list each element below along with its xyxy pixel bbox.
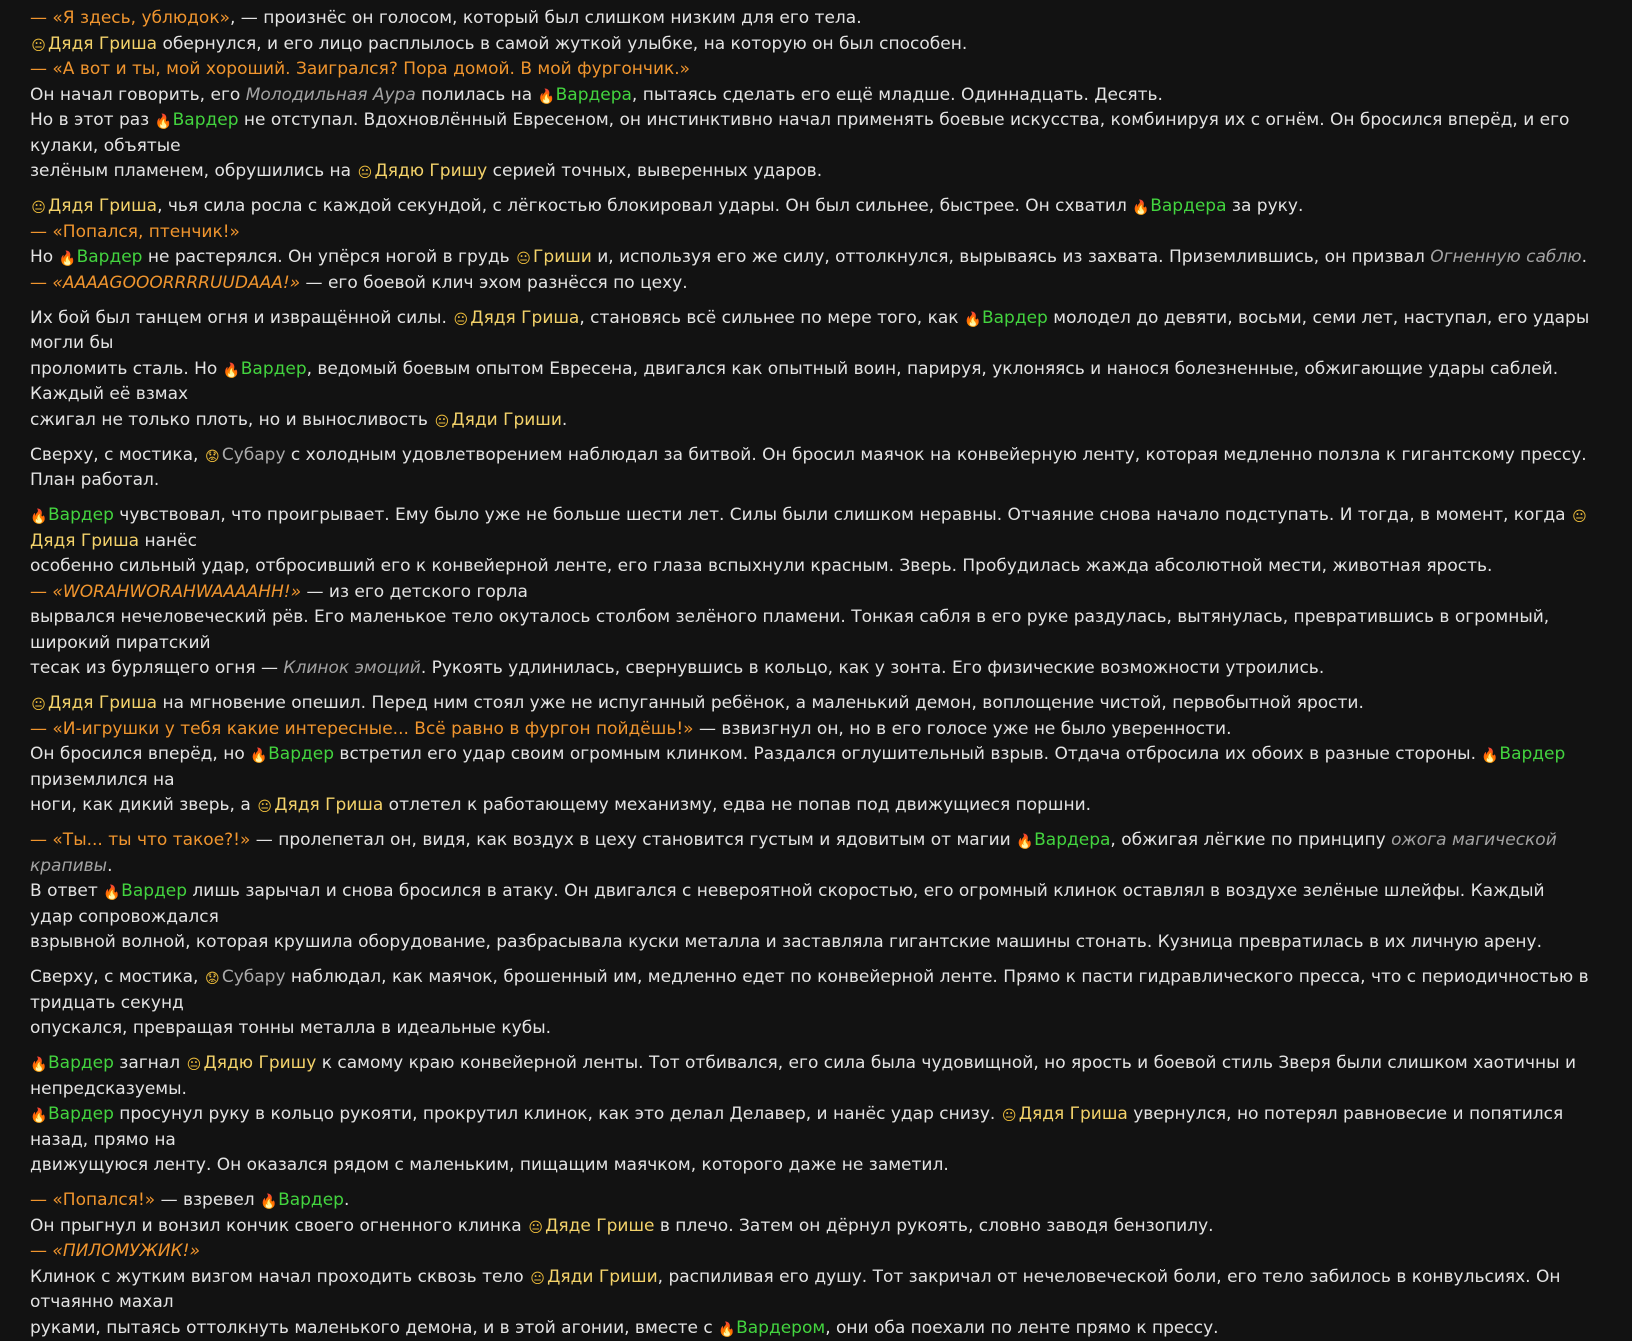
fire-icon: 🔥 (1016, 835, 1033, 849)
battle-cry-text: «ПИЛОМУЖИК!» (52, 1241, 200, 1261)
story-text-span: особенно сильный удар, отбросивший его к конвейерной ленте, его глаза вспыхнули красным. Зверь. Пробудилась жажда абсолютной мести, животная ярость. (30, 556, 1492, 576)
story-text-span: — взревел (155, 1190, 260, 1210)
story-paragraph (30, 1051, 1590, 1179)
worried-face-icon: 😟 (204, 972, 221, 986)
story-text-span: ноги, как дикий зверь, а (30, 795, 256, 815)
story-text-span: — пролепетал он, видя, как воздух в цеху становится густым и ядовитым от магии (250, 830, 1016, 850)
story-paragraph (30, 828, 1590, 956)
speech-text: — (30, 582, 52, 602)
neutral-face-icon: 😐 (30, 201, 47, 215)
neutral-face-icon: 😐 (529, 1272, 546, 1286)
story-text-span: Он бросился вперёд, но (30, 744, 250, 764)
story-line (30, 57, 1590, 83)
story-text-span: серией точных, выверенных ударов. (487, 161, 822, 181)
character-name-vardar: Вардера (1034, 830, 1110, 850)
fire-icon: 🔥 (223, 364, 240, 378)
story-text-span: в плечо. Затем он дёрнул рукоять, словно заводя бензопилу. (654, 1216, 1213, 1236)
story-line (30, 271, 1590, 297)
worried-face-icon: 😟 (204, 450, 221, 464)
skill-name: Огненную саблю (1430, 247, 1581, 267)
character-name-vardar: Вардером (736, 1318, 825, 1338)
story-text-span: — из его детского горла (301, 582, 528, 602)
fire-icon: 🔥 (538, 90, 555, 104)
neutral-face-icon: 😐 (356, 166, 373, 180)
story-text-span: , распиливая его душу. Тот закричал от нечеловеческой боли, его тело забилось в конвульсиях. Он отчаянно махал (30, 1267, 1560, 1313)
neutral-face-icon: 😐 (515, 252, 532, 266)
story-line (30, 605, 1590, 656)
story-text-span: лишь зарычал и снова бросился в атаку. Он двигался с невероятной скоростью, его огромный клинок оставлял в воздухе зелёные шлейфы. Каждый удар сопровождался (30, 881, 1545, 927)
story-text-span: на мгновение опешил. Перед ним стоял уже не испуганный ребёнок, а маленький демон, воплощение чистой, первобытной ярости. (157, 693, 1364, 713)
speech-text: — (30, 1241, 52, 1261)
story-text-span: Сверху, с мостика, (30, 445, 204, 465)
character-name-vardar: Вардер (48, 1104, 114, 1124)
story-line (30, 6, 1590, 32)
story-text-span: полилась на (416, 85, 538, 105)
speech-text: — «Попался!» (30, 1190, 155, 1210)
story-line (30, 1265, 1590, 1316)
neutral-face-icon: 😐 (30, 39, 47, 53)
story-text-span: , становясь всё сильнее по мере того, как (579, 308, 964, 328)
story-paragraph (30, 306, 1590, 434)
character-name-grisha: Дядя Гриша (274, 795, 383, 815)
speech-text: — «Ты... ты что такое?!» (30, 830, 250, 850)
character-name-vardar: Вардер (121, 881, 187, 901)
fire-icon: 🔥 (1481, 749, 1498, 763)
story-text-span: к самому краю конвейерной ленты. Тот отбивался, его сила была чудовищной, но ярость и боевой стиль Зверя были слишком хаотичны и непредсказуемы. (30, 1053, 1576, 1099)
story-line (30, 793, 1590, 819)
character-name-grisha: Дядю Гришу (203, 1053, 316, 1073)
character-name-grisha: Дядя Гриша (48, 693, 157, 713)
neutral-face-icon: 😐 (30, 698, 47, 712)
story-line (30, 1316, 1590, 1341)
story-text-span: увернулся, но потерял равновесие и попятился назад, прямо на (30, 1104, 1563, 1150)
neutral-face-icon: 😐 (185, 1058, 202, 1072)
story-text-span: руками, пытаясь оттолкнуть маленького демона, и в этой агонии, вместе с (30, 1318, 718, 1338)
character-name-grisha: Дяди Гриши (547, 1267, 658, 1287)
battle-cry-text: «AAAAGOOORRRRUUDAAA!» (52, 273, 300, 293)
speech-text: «Я здесь, ублюдок» (52, 8, 230, 28)
character-name-vardar: Вардер (77, 247, 143, 267)
character-name-vardar: Вардер (1499, 744, 1565, 764)
story-text-span: опускался, превращая тонны металла в идеальные кубы. (30, 1018, 551, 1038)
story-text-span: — его боевой клич эхом разнёсся по цеху. (300, 273, 688, 293)
speech-text: — «Попался, птенчик!» (30, 222, 240, 242)
story-line (30, 306, 1590, 357)
story-text-span: , пытаясь сделать его ещё младше. Одиннадцать. Десять. (632, 85, 1163, 105)
story-paragraph (30, 6, 1590, 185)
character-name-subaru: Субару (222, 967, 286, 987)
story-text-span: наблюдал, как маячок, брошенный им, медленно едет по конвейерной ленте. Прямо к пасти гидравлического пресса, что с периодичностью в тридцать секунд (30, 967, 1589, 1013)
story-text-span: , обжигая лёгкие по принципу (1110, 830, 1391, 850)
story-line (30, 245, 1590, 271)
story-text-span: — взвизгнул он, но в его голосе уже не было уверенности. (694, 719, 1232, 739)
story-text-span: молодел до девяти, восьми, семи лет, наступал, его удары могли бы (30, 308, 1589, 354)
story-line (30, 1188, 1590, 1214)
character-name-vardar: Вардер (982, 308, 1048, 328)
character-name-grisha: Дядя Гриша (1019, 1104, 1128, 1124)
story-text-span: загнал (114, 1053, 186, 1073)
story-text-span: нанёс (139, 531, 197, 551)
speech-text: — (30, 273, 52, 293)
character-name-grisha: Дяди Гриши (451, 410, 562, 430)
story-text-span: с холодным удовлетворением наблюдал за битвой. Он бросил маячок на конвейерную ленту, которая медленно ползла к гигантскому прессу. План работал. (30, 445, 1587, 491)
story-text-span: зелёным пламенем, обрушились на (30, 161, 356, 181)
story-line (30, 1051, 1590, 1102)
story-text-span: движущуюся ленту. Он оказался рядом с маленьким, пищащим маячком, которого даже не заметил. (30, 1155, 949, 1175)
story-line (30, 1153, 1590, 1179)
story-text-span: просунул руку в кольцо рукояти, прокрутил клинок, как это делал Делавер, и нанёс удар снизу. (114, 1104, 1001, 1124)
character-name-grisha: Гриши (533, 247, 592, 267)
fire-icon: 🔥 (155, 115, 172, 129)
story-text-span: приземлился на (30, 770, 175, 790)
neutral-face-icon: 😐 (1571, 510, 1588, 524)
skill-name: Молодильная Аура (246, 85, 416, 105)
character-name-grisha: Дядя Гриша (48, 34, 157, 54)
story-text-span: . (344, 1190, 349, 1210)
story-text-span: взрывной волной, которая крушила оборудование, разбрасывала куски металла и заставляла гигантские машины стонать. Кузница превратилась в их личную арену. (30, 932, 1542, 952)
story-line (30, 194, 1590, 220)
fire-icon: 🔥 (718, 1323, 735, 1337)
neutral-face-icon: 😐 (256, 800, 273, 814)
story-text-span: , они оба поехали по ленте прямо к прессу. (825, 1318, 1218, 1338)
character-name-subaru: Субару (222, 445, 286, 465)
story-line (30, 83, 1590, 109)
story-line (30, 879, 1590, 930)
story-text-span: . (1582, 247, 1587, 267)
neutral-face-icon: 😐 (452, 313, 469, 327)
story-text-span: тесак из бурлящего огня — (30, 658, 283, 678)
character-name-vardar: Вардер (278, 1190, 344, 1210)
story-text-span: вырвался нечеловеческий рёв. Его маленькое тело окуталось столбом зелёного пламени. Тонкая сабля в его руке раздулась, вытянулась, превратившись в огромный, широкий пиратский (30, 607, 1549, 653)
story-line (30, 1214, 1590, 1240)
character-name-vardar: Вардер (48, 1053, 114, 1073)
story-text-span: Их бой был танцем огня и извращённой силы. (30, 308, 452, 328)
speech-text: — (30, 8, 52, 28)
fire-icon: 🔥 (964, 313, 981, 327)
neutral-face-icon: 😐 (1001, 1109, 1018, 1123)
story-paragraph (30, 194, 1590, 296)
fire-icon: 🔥 (59, 252, 76, 266)
character-name-vardar: Вардер (268, 744, 334, 764)
story-text-span: . Рукоять удлинилась, свернувшись в кольцо, как у зонта. Его физические возможности утроились. (421, 658, 1324, 678)
story-line (30, 742, 1590, 793)
story-text-span: и, используя его же силу, оттолкнулся, вырываясь из захвата. Приземлившись, он призвал (592, 247, 1430, 267)
speech-text: — «И-игрушки у тебя какие интересные... Всё равно в фургон пойдёшь!» (30, 719, 694, 739)
story-line (30, 1102, 1590, 1153)
story-text-span: не отступал. Вдохновлённый Евресеном, он инстинктивно начал применять боевые искусства, комбинируя их с огнём. Он бросился вперёд, и его кулаки, объятые (30, 110, 1569, 156)
story-text-span: за руку. (1227, 196, 1304, 216)
story-paragraph (30, 443, 1590, 494)
character-name-grisha: Дядя Гриша (30, 531, 139, 551)
skill-name: Клинок эмоций (283, 658, 420, 678)
story-text-span: . (107, 856, 112, 876)
story-line (30, 443, 1590, 494)
story-text-span: . (562, 410, 567, 430)
neutral-face-icon: 😐 (433, 415, 450, 429)
story-text-span: Но в этот раз (30, 110, 155, 130)
fire-icon: 🔥 (103, 886, 120, 900)
story-line (30, 691, 1590, 717)
story-line (30, 965, 1590, 1016)
fire-icon: 🔥 (250, 749, 267, 763)
fire-icon: 🔥 (30, 1058, 47, 1072)
character-name-vardar: Вардер (241, 359, 307, 379)
story-line (30, 108, 1590, 159)
speech-text: — «А вот и ты, мой хороший. Заигрался? Пора домой. В мой фургончик.» (30, 59, 690, 79)
skill-name: ожога магической крапивы (30, 830, 1557, 876)
story-paragraph (30, 503, 1590, 682)
story-text-span: Сверху, с мостика, (30, 967, 204, 987)
character-name-grisha: Дядя Гриша (470, 308, 579, 328)
story-text-span: сжигал не только плоть, но и выносливость (30, 410, 433, 430)
neutral-face-icon: 😐 (527, 1221, 544, 1235)
fire-icon: 🔥 (30, 510, 47, 524)
story-line (30, 159, 1590, 185)
story-text-span: Он прыгнул и вонзил кончик своего огненного клинка (30, 1216, 527, 1236)
fire-icon: 🔥 (260, 1195, 277, 1209)
character-name-grisha: Дядю Гришу (374, 161, 487, 181)
character-name-vardar: Вардер (48, 505, 114, 525)
story-text-span: встретил его удар своим огромным клинком. Раздался оглушительный взрыв. Отдача отбросила их обоих в разные стороны. (334, 744, 1481, 764)
character-name-vardar: Вардер (173, 110, 239, 130)
fire-icon: 🔥 (1132, 201, 1149, 215)
story-line (30, 580, 1590, 606)
story-text-span: Он начал говорить, его (30, 85, 246, 105)
story-text-span: чувствовал, что проигрывает. Ему было уже не больше шести лет. Силы были слишком неравны. Отчаяние снова начало подступать. И тогда, в момент, когда (114, 505, 1571, 525)
story-line (30, 1239, 1590, 1265)
fire-icon: 🔥 (30, 1109, 47, 1123)
character-name-grisha: Дяде Грише (545, 1216, 654, 1236)
story-text-span: Но (30, 247, 59, 267)
story-text-span: Клинок с жутким визгом начал проходить сквозь тело (30, 1267, 529, 1287)
story-paragraph (30, 691, 1590, 819)
character-name-vardar: Вардера (1150, 196, 1226, 216)
story-line (30, 930, 1590, 956)
story-line (30, 357, 1590, 408)
story-text-span: , ведомый боевым опытом Евресена, двигался как опытный воин, парируя, уклоняясь и нанося болезненные, обжигающие удары саблей. Каждый её взмах (30, 359, 1558, 405)
story-text-span: В ответ (30, 881, 103, 901)
battle-cry-text: «WORAHWORAHWAAAAHH!» (52, 582, 301, 602)
story-line (30, 32, 1590, 58)
story-line (30, 656, 1590, 682)
story-line (30, 220, 1590, 246)
story-line (30, 408, 1590, 434)
story-text-span: проломить сталь. Но (30, 359, 223, 379)
story-text-span: , чья сила росла с каждой секундой, с лёгкостью блокировал удары. Он был сильнее, быстрее. Он схватил (157, 196, 1132, 216)
story-text-span: обернулся, и его лицо расплылось в самой жуткой улыбке, на которую он был способен. (157, 34, 967, 54)
story-line (30, 554, 1590, 580)
story-line (30, 503, 1590, 554)
story-line (30, 717, 1590, 743)
story-paragraph (30, 965, 1590, 1042)
character-name-grisha: Дядя Гриша (48, 196, 157, 216)
story-text-span: не растерялся. Он упёрся ногой в грудь (142, 247, 515, 267)
story-text-span: , — произнёс он голосом, который был слишком низким для его тела. (230, 8, 862, 28)
story-text-span: отлетел к работающему механизму, едва не попав под движущиеся поршни. (383, 795, 1091, 815)
character-name-vardar: Вардера (556, 85, 632, 105)
story-paragraph (30, 1188, 1590, 1341)
story-line (30, 828, 1590, 879)
